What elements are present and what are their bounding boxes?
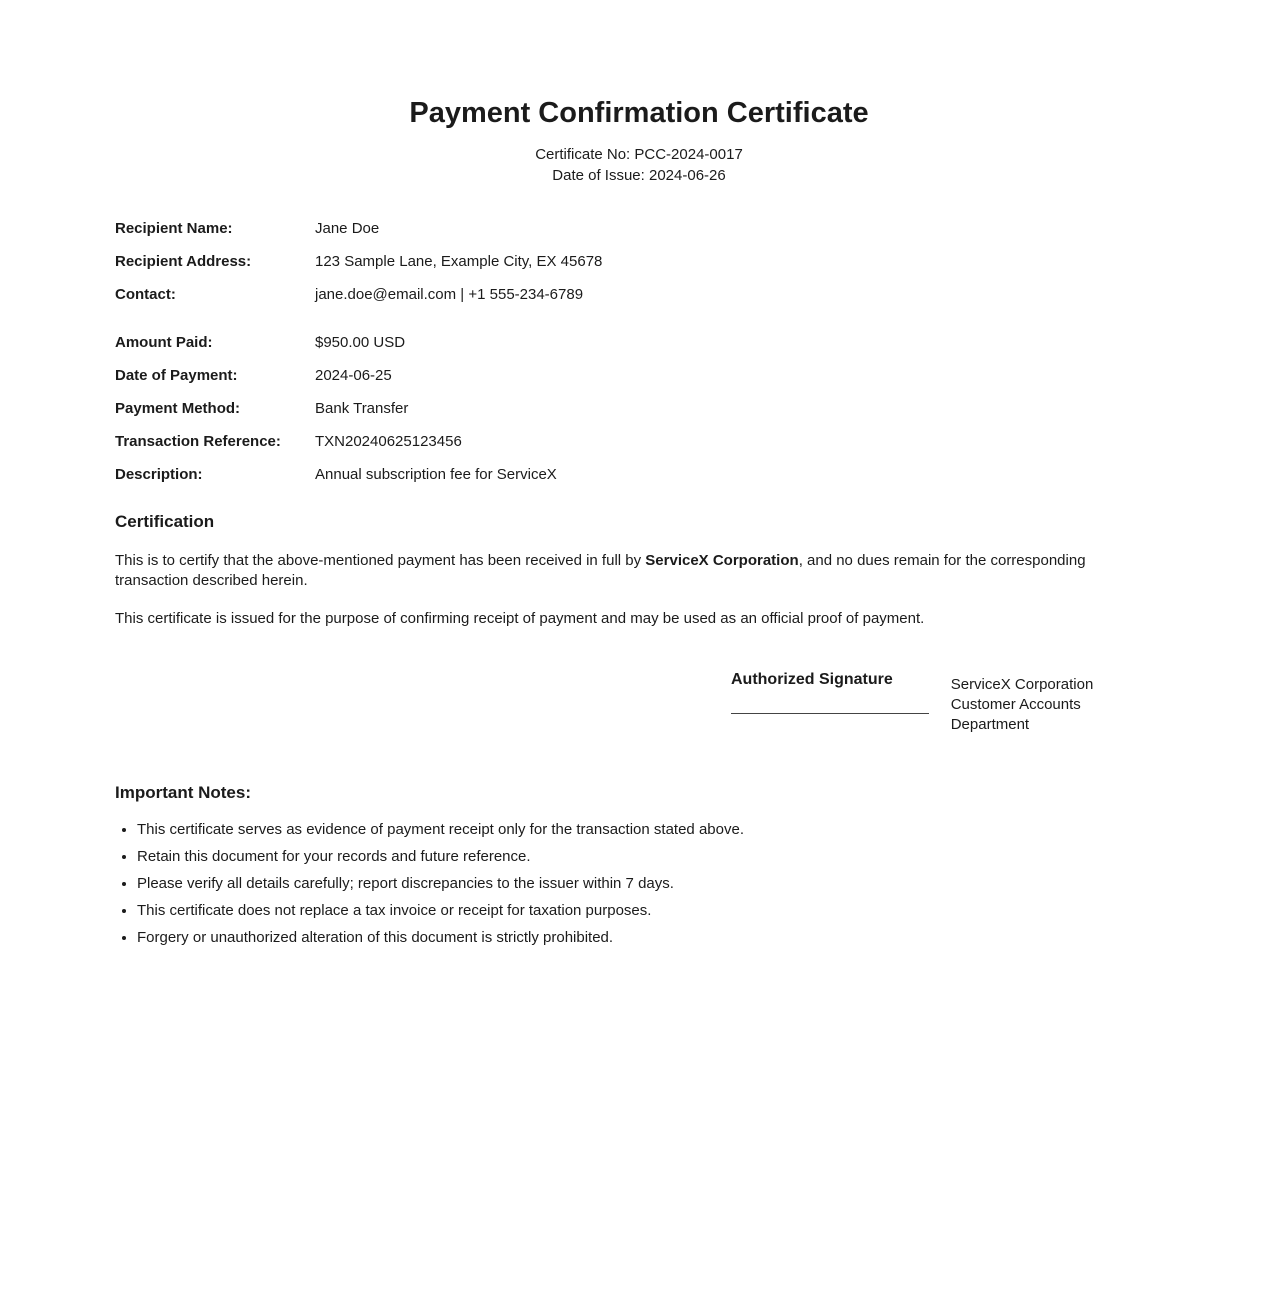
signatory-company: ServiceX Corporation (950, 676, 1094, 693)
certification-paragraph-2: This certificate is issued for the purpose of confirming receipt of payment and may be used as an official proof of payment. (115, 610, 925, 627)
page-title: Payment Confirmation Certificate (409, 97, 869, 129)
detail-value: Jane Doe (315, 220, 380, 237)
certification-heading: Certification (115, 512, 215, 531)
authorized-signature-label: Authorized Signature (731, 671, 893, 688)
certification-text-after: , and no dues remain for the corresponding transaction described herein. (115, 552, 1086, 589)
note-item: • Retain this document for your records and future reference. (137, 847, 1163, 867)
important-notes-heading: Important Notes: (115, 783, 251, 802)
certificate-number: Certificate No: PCC-2024-0017 (535, 146, 743, 163)
recipient-name-row (115, 219, 1163, 239)
note-item: • Please verify all details carefully; report discrepancies to the issuer within 7 days. (137, 874, 1163, 894)
note-item: • Forgery or unauthorized alteration of this document is strictly prohibited. (137, 928, 1163, 948)
detail-label: Recipient Address: (115, 253, 252, 270)
detail-label: Recipient Name: (115, 220, 233, 237)
description-row (115, 465, 1163, 485)
date-of-payment-row (115, 366, 1163, 386)
company-name-bold: ServiceX Corporation (645, 552, 799, 569)
detail-label: Amount Paid: (115, 334, 213, 351)
payment-details (115, 333, 1163, 485)
detail-value: TXN20240625123456 (315, 433, 462, 450)
date-of-issue: Date of Issue: 2024-06-26 (552, 167, 726, 184)
payment-method-row (115, 399, 1163, 419)
note-item: • This certificate serves as evidence of payment receipt only for the transaction stated above. (137, 820, 1163, 840)
detail-value: Annual subscription fee for ServiceX (315, 466, 557, 483)
contact-row (115, 285, 1163, 305)
detail-value: 2024-06-25 (315, 367, 392, 384)
detail-label: Description: (115, 466, 203, 483)
important-notes-list (115, 820, 1163, 948)
detail-label: Contact: (115, 286, 176, 303)
detail-label: Payment Method: (115, 400, 241, 417)
detail-label: Transaction Reference: (115, 433, 281, 450)
detail-label: Date of Payment: (115, 367, 238, 384)
certification-text-before: This is to certify that the above-mentioned payment has been received in full by (115, 552, 646, 569)
note-item: • This certificate does not replace a tax invoice or receipt for taxation purposes. (137, 901, 1163, 921)
signature-line (731, 713, 929, 714)
amount-paid-row (115, 333, 1163, 353)
signatory-department: Customer Accounts Department (950, 696, 1081, 733)
detail-value: Bank Transfer (315, 400, 409, 417)
signature-area (731, 670, 929, 714)
detail-value: 123 Sample Lane, Example City, EX 45678 (315, 253, 603, 270)
signatory-info (951, 670, 1163, 735)
certification-paragraph-1 (115, 551, 1163, 591)
detail-value: $950.00 USD (315, 334, 406, 351)
signature-block (115, 670, 1163, 735)
transaction-reference-row (115, 432, 1163, 452)
detail-value: jane.doe@email.com | +1 555-234-6789 (315, 286, 584, 303)
recipient-details (115, 219, 1163, 305)
recipient-address-row (115, 252, 1163, 272)
